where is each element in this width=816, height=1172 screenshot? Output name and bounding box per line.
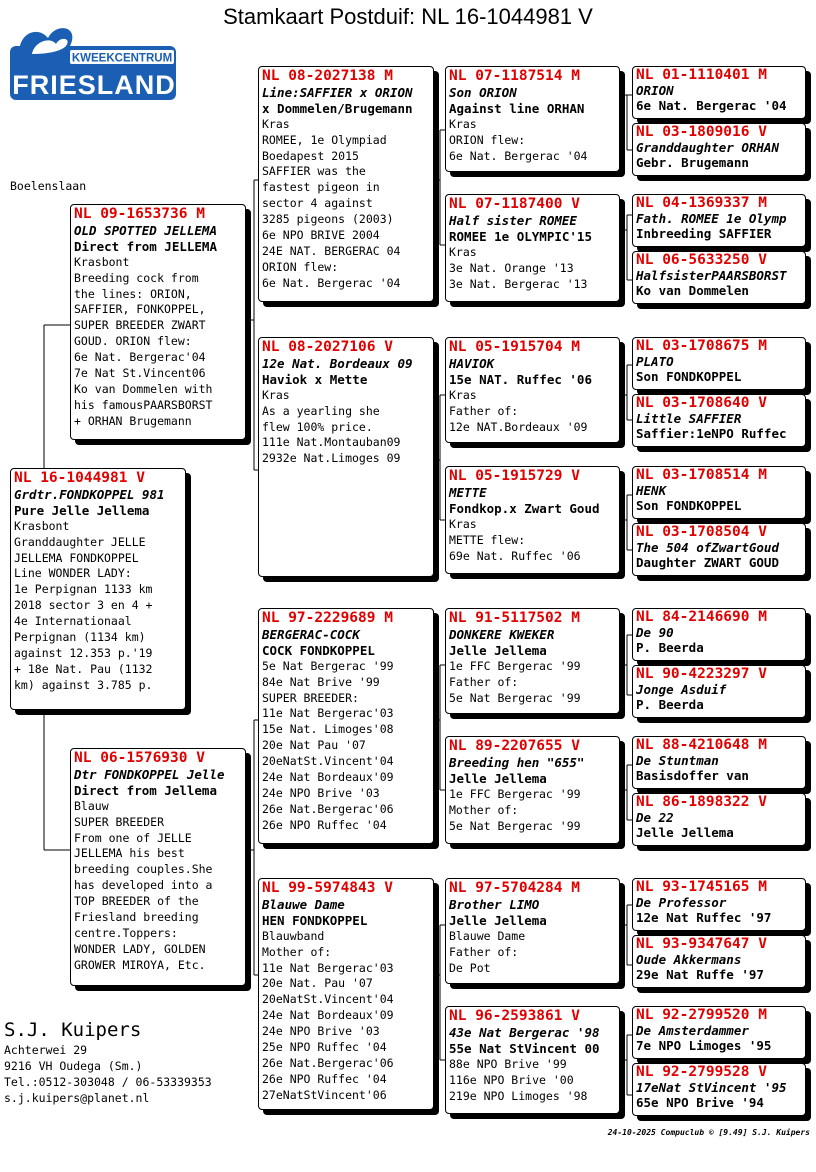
ring-number: NL 88-4210648 M <box>636 737 767 753</box>
info-line: GROWER MIROYA, Etc. <box>74 957 206 972</box>
info-line: 6e Nat. Bergerac'04 <box>74 350 206 365</box>
pigeon-subtitle: Direct from JELLEMA <box>74 238 217 254</box>
pigeon-card-fmm <box>445 466 620 574</box>
ring-number: NL 06-1576930 V <box>74 750 205 766</box>
pigeon-card-mmm <box>445 1006 620 1114</box>
pigeon-name: METTE <box>449 484 487 500</box>
info-line: has developed into a <box>74 878 213 893</box>
pigeon-card-g8 <box>632 523 806 576</box>
info-line: ROMEE, 1e Olympiad <box>262 132 387 147</box>
pigeon-card-mfm <box>445 736 620 844</box>
ring-number: NL 03-1708675 M <box>636 338 767 354</box>
info-line: + 18e Nat. Pau (1132 <box>14 661 153 676</box>
info-line: flew 100% price. <box>262 419 373 434</box>
info-line: Perpignan (1134 km) <box>14 630 146 645</box>
info-line: 20e Nat Pau '07 <box>262 738 366 753</box>
pigeon-name: Dtr FONDKOPPEL Jelle <box>74 766 225 782</box>
info-line: Line WONDER LADY: <box>14 566 132 581</box>
pigeon-name: The 504 ofZwartGoud <box>636 540 779 555</box>
pigeon-card-g12 <box>632 793 806 846</box>
info-line: centre.Toppers: <box>74 925 178 940</box>
pigeon-name: HENK <box>636 483 667 498</box>
pigeon-name: De Stuntman <box>636 753 719 768</box>
pigeon-card-g16 <box>632 1063 806 1116</box>
info-line: 5e Nat Bergerac '99 <box>449 818 581 833</box>
ring-number: NL 91-5117502 M <box>449 610 580 626</box>
info-line: JELLEMA his best <box>74 846 185 861</box>
info-line: 1e FFC Bergerac '99 <box>449 786 581 801</box>
ring-number: NL 96-2593861 V <box>449 1008 580 1024</box>
pigeon-card-ffm <box>445 194 620 302</box>
info-line: Krasbont <box>14 518 70 533</box>
pigeon-name: HAVIOK <box>449 355 495 371</box>
info-line: METTE flew: <box>449 532 526 547</box>
ring-number: NL 92-2799528 V <box>636 1064 767 1080</box>
ring-number: NL 06-5633250 V <box>636 252 767 268</box>
info-line: km) against 3.785 p. <box>14 677 153 692</box>
pigeon-card-g6 <box>632 394 806 447</box>
info-line: SUPER BREEDER ZWART <box>74 318 206 333</box>
pigeon-subtitle: P. Beerda <box>636 697 704 712</box>
info-line: 24E NAT. BERGERAC 04 <box>262 243 401 258</box>
owner-phone: Tel.:0512-303048 / 06-53339353 <box>4 1075 212 1089</box>
ring-number: NL 05-1915704 M <box>449 339 580 355</box>
pigeon-card-g14 <box>632 935 806 988</box>
pigeon-card-mm <box>258 878 434 1110</box>
ring-number: NL 05-1915729 V <box>449 468 580 484</box>
info-line: 111e Nat.Montauban09 <box>262 435 401 450</box>
pigeon-subtitle: 15e NAT. Ruffec '06 <box>449 371 592 387</box>
ring-number: NL 03-1809016 V <box>636 124 767 140</box>
pigeon-name: Oude Akkermans <box>636 952 742 967</box>
pigeon-subtitle: 29e Nat Ruffe '97 <box>636 967 764 982</box>
info-line: 6e Nat. Bergerac '04 <box>449 148 588 163</box>
info-line: 116e NPO Brive '00 <box>449 1072 574 1087</box>
info-line: Blauwband <box>262 928 325 943</box>
pigeon-subtitle: COCK FONDKOPPEL <box>262 642 375 658</box>
pigeon-card-mf <box>258 608 434 844</box>
owner-email: s.j.kuipers@planet.nl <box>4 1091 150 1105</box>
pigeon-subtitle: ROMEE 1e OLYMPIC'15 <box>449 228 592 244</box>
owner-city: 9216 VH Oudega (Sm.) <box>4 1059 143 1073</box>
pigeon-name: Half sister ROMEE <box>449 212 577 228</box>
owner-address: Achterwei 29 <box>4 1043 88 1057</box>
pigeon-subtitle: Jelle Jellema <box>636 825 734 840</box>
pigeon-subtitle: Direct from Jellema <box>74 782 217 798</box>
pigeon-card-g2 <box>632 123 806 176</box>
ring-number: NL 01-1110401 M <box>636 67 767 83</box>
pigeon-subtitle: Pure Jelle Jellema <box>14 502 150 518</box>
info-line: 69e Nat. Ruffec '06 <box>449 548 581 563</box>
ring-number: NL 08-2027106 V <box>262 339 393 355</box>
ring-number: NL 84-2146690 M <box>636 609 767 625</box>
logo-main-text: FRIESLAND <box>12 70 176 100</box>
info-line: the lines: ORION, <box>74 286 192 301</box>
pigeon-name: Blauwe Dame <box>262 896 345 912</box>
pigeon-subtitle: HEN FONDKOPPEL <box>262 912 368 928</box>
pigeon-subtitle: Inbreeding SAFFIER <box>636 226 772 241</box>
info-line: Friesland breeding <box>74 910 199 925</box>
pigeon-name: Fath. ROMEE 1e Olymp <box>636 211 787 226</box>
info-line: fastest pigeon in <box>262 180 380 195</box>
info-line: Blauwe Dame <box>449 928 526 943</box>
ring-number: NL 07-1187514 M <box>449 68 580 84</box>
pigeon-card-g11 <box>632 736 806 789</box>
ring-number: NL 97-5704284 M <box>449 880 580 896</box>
pigeon-subtitle: Haviok x Mette <box>262 371 368 387</box>
info-line: Kras <box>449 116 477 131</box>
pigeon-subtitle: Basisdoffer van <box>636 768 749 783</box>
info-line: 3285 pigeons (2003) <box>262 212 394 227</box>
info-line: 24e NPO Brive '03 <box>262 785 380 800</box>
footer-credit: 24-10-2025 Compuclub © [9.49] S.J. Kuipers <box>607 1128 810 1137</box>
ring-number: NL 93-9347647 V <box>636 936 767 952</box>
info-line: Mother of: <box>449 802 519 817</box>
info-line: 7e Nat St.Vincent06 <box>74 366 206 381</box>
pigeon-name: 12e Nat. Bordeaux 09 <box>262 355 413 371</box>
pigeon-name: Jonge Asduif <box>636 682 727 697</box>
info-line: 3e Nat. Bergerac '13 <box>449 276 588 291</box>
pigeon-subtitle: Fondkop.x Zwart Goud <box>449 500 600 516</box>
pigeon-subtitle: Son FONDKOPPEL <box>636 369 742 384</box>
pigeon-subtitle: Ko van Dommelen <box>636 283 749 298</box>
pigeon-card-g3 <box>632 194 806 247</box>
pigeon-name: Grdtr.FONDKOPPEL 981 <box>14 486 165 502</box>
pigeon-card-g5 <box>632 337 806 390</box>
info-line: WONDER LADY, GOLDEN <box>74 941 206 956</box>
info-line: Kras <box>262 116 290 131</box>
pigeon-name: DONKERE KWEKER <box>449 626 555 642</box>
info-line: De Pot <box>449 960 491 975</box>
pigeon-name: De 90 <box>636 625 674 640</box>
pigeon-subtitle: 65e NPO Brive '94 <box>636 1095 764 1110</box>
info-line: Kras <box>449 516 477 531</box>
pigeon-subtitle: 6e Nat. Bergerac '04 <box>636 98 787 113</box>
pigeon-name: De 22 <box>636 810 674 825</box>
page-title: Stamkaart Postduif: NL 16-1044981 V <box>223 4 593 29</box>
info-line: 25e NPO Ruffec '04 <box>262 1040 387 1055</box>
info-line: 2932e Nat.Limoges 09 <box>262 451 401 466</box>
info-line: Father of: <box>449 674 519 689</box>
info-line: 88e NPO Brive '99 <box>449 1056 567 1071</box>
info-line: JELLEMA FONDKOPPEL <box>14 550 139 565</box>
pigeon-subtitle: Gebr. Brugemann <box>636 155 749 170</box>
info-line: 1e Perpignan 1133 km <box>14 582 153 597</box>
logo-top-text: KWEEKCENTRUM <box>71 52 173 65</box>
pigeon-subtitle: x Dommelen/Brugemann <box>262 100 413 116</box>
pigeon-name: PLATO <box>636 354 674 369</box>
ring-number: NL 03-1708514 M <box>636 467 767 483</box>
pigeon-name: Granddaughter ORHAN <box>636 140 779 155</box>
info-line: 27eNatStVincent'06 <box>262 1087 387 1102</box>
pigeon-subtitle: 55e Nat StVincent 00 <box>449 1040 600 1056</box>
pigeon-card-mff <box>445 608 620 714</box>
info-line: 26e NPO Ruffec '04 <box>262 817 387 832</box>
info-line: 24e NPO Brive '03 <box>262 1024 380 1039</box>
info-line: 3e Nat. Orange '13 <box>449 260 574 275</box>
info-line: ORION flew: <box>262 259 339 274</box>
info-line: 26e Nat.Bergerac'06 <box>262 801 394 816</box>
pigeon-name: Son ORION <box>449 84 517 100</box>
info-line: 26e Nat.Bergerac'06 <box>262 1055 394 1070</box>
pigeon-name: De Amsterdammer <box>636 1023 749 1038</box>
info-line: Krasbont <box>74 254 130 269</box>
info-line: SUPER BREEDER: <box>262 690 359 705</box>
info-line: Kras <box>449 244 477 259</box>
info-line: 24e Nat Bordeaux'09 <box>262 770 394 785</box>
breeder-location: Boelenslaan <box>10 179 87 193</box>
pigeon-card-mother <box>70 748 246 986</box>
pigeon-card-ff <box>258 66 434 302</box>
pigeon-name: ORION <box>636 83 674 98</box>
pigeon-subtitle: Son FONDKOPPEL <box>636 498 742 513</box>
owner-info <box>4 1018 212 1106</box>
pigeon-name: De Professor <box>636 895 727 910</box>
pigeon-card-father <box>70 204 246 440</box>
pigeon-card-fmf <box>445 337 620 443</box>
ring-number: NL 90-4223297 V <box>636 666 767 682</box>
pigeon-name: 43e Nat Bergerac '98 <box>449 1024 600 1040</box>
info-line: 26e NPO Ruffec '04 <box>262 1071 387 1086</box>
pigeon-subtitle: Saffier:1eNPO Ruffec <box>636 426 787 441</box>
info-line: Breeding cock from <box>74 270 199 285</box>
pigeon-name: Breeding hen "655" <box>449 754 585 770</box>
info-line: 20eNatSt.Vincent'04 <box>262 992 394 1007</box>
info-line: Kras <box>449 387 477 402</box>
info-line: From one of JELLE <box>74 830 192 845</box>
info-line: Father of: <box>449 944 519 959</box>
ring-number: NL 03-1708504 V <box>636 524 767 540</box>
ring-number: NL 04-1369337 M <box>636 195 767 211</box>
pigeon-subtitle: Jelle Jellema <box>449 642 547 658</box>
pigeon-card-fff <box>445 66 620 172</box>
info-line: 6e Nat. Bergerac '04 <box>262 275 401 290</box>
pigeon-name: OLD SPOTTED JELLEMA <box>74 222 217 238</box>
info-line: 6e NPO BRIVE 2004 <box>262 228 380 243</box>
info-line: his famousPAARSBORST <box>74 397 213 412</box>
info-line: TOP BREEDER of the <box>74 894 199 909</box>
info-line: 5e Nat Bergerac '99 <box>262 658 394 673</box>
info-line: 20eNatSt.Vincent'04 <box>262 754 394 769</box>
ring-number: NL 92-2799520 M <box>636 1007 767 1023</box>
pigeon-card-g13 <box>632 878 806 931</box>
info-line: 15e Nat. Limoges'08 <box>262 722 394 737</box>
info-line: Mother of: <box>262 944 332 959</box>
pigeon-subtitle: Against line ORHAN <box>449 100 585 116</box>
pigeon-card-g9 <box>632 608 806 661</box>
info-line: Blauw <box>74 798 109 813</box>
info-line: SUPER BREEDER <box>74 814 165 829</box>
info-line: 2018 sector 3 en 4 + <box>14 598 153 613</box>
pigeon-card-fm <box>258 337 434 577</box>
pigeon-name: Line:SAFFIER x ORION <box>262 84 413 100</box>
info-line: 84e Nat Brive '99 <box>262 674 380 689</box>
ring-number: NL 93-1745165 M <box>636 879 767 895</box>
info-line: 219e NPO Limoges '98 <box>449 1088 588 1103</box>
info-line: GOUD. ORION flew: <box>74 334 192 349</box>
pigeon-subtitle: 7e NPO Limoges '95 <box>636 1038 772 1053</box>
info-line: against 12.353 p.'19 <box>14 645 153 660</box>
info-line: 12e NAT.Bordeaux '09 <box>449 419 588 434</box>
ring-number: NL 16-1044981 V <box>14 470 145 486</box>
info-line: 20e Nat. Pau '07 <box>262 976 373 991</box>
info-line: 24e Nat Bordeaux'09 <box>262 1008 394 1023</box>
pigeon-subtitle: Jelle Jellema <box>449 770 547 786</box>
pigeon-card-mmf <box>445 878 620 984</box>
info-line: Granddaughter JELLE <box>14 534 146 549</box>
owner-name: S.J. Kuipers <box>4 1019 142 1041</box>
info-line: SAFFIER, FONKOPPEL, <box>74 302 206 317</box>
info-line: 11e Nat Bergerac'03 <box>262 960 394 975</box>
ring-number: NL 07-1187400 V <box>449 196 580 212</box>
ring-number: NL 99-5974843 V <box>262 880 393 896</box>
info-line: SAFFIER was the <box>262 164 366 179</box>
info-line: breeding couples.She <box>74 862 213 877</box>
pigeon-subtitle: P. Beerda <box>636 640 704 655</box>
pigeon-card-g15 <box>632 1006 806 1059</box>
info-line: 11e Nat Bergerac'03 <box>262 706 394 721</box>
ring-number: NL 97-2229689 M <box>262 610 393 626</box>
info-line: sector 4 against <box>262 196 373 211</box>
pigeon-card-g7 <box>632 466 806 519</box>
ring-number: NL 89-2207655 V <box>449 738 580 754</box>
pigeon-card-g10 <box>632 665 806 718</box>
info-line: 4e Internationaal <box>14 614 132 629</box>
pigeon-name: HalfsisterPAARSBORST <box>636 268 787 283</box>
ring-number: NL 03-1708640 V <box>636 395 767 411</box>
info-line: 5e Nat Bergerac '99 <box>449 690 581 705</box>
pigeon-subtitle: Jelle Jellema <box>449 912 547 928</box>
info-line: Father of: <box>449 403 519 418</box>
ring-number: NL 08-2027138 M <box>262 68 393 84</box>
pigeon-name: Brother LIMO <box>449 896 540 912</box>
info-line: Ko van Dommelen with <box>74 381 213 396</box>
info-line: Boedapest 2015 <box>262 148 359 163</box>
info-line: + ORHAN Brugemann <box>74 413 192 428</box>
info-line: As a yearling she <box>262 403 380 418</box>
pigeon-name: Little SAFFIER <box>636 411 742 426</box>
info-line: Kras <box>262 387 290 402</box>
pigeon-name: 17eNat StVincent '95 <box>636 1080 787 1095</box>
pigeon-subtitle: 12e Nat Ruffec '97 <box>636 910 772 925</box>
pigeon-subtitle: Daughter ZWART GOUD <box>636 555 779 570</box>
pigeon-name: BERGERAC-COCK <box>262 626 360 642</box>
info-line: ORION flew: <box>449 132 526 147</box>
ring-number: NL 09-1653736 M <box>74 206 205 222</box>
ring-number: NL 86-1898322 V <box>636 794 767 810</box>
pigeon-card-g1 <box>632 66 806 119</box>
pigeon-card-main <box>10 468 186 710</box>
info-line: 1e FFC Bergerac '99 <box>449 658 581 673</box>
pigeon-card-g4 <box>632 251 806 304</box>
